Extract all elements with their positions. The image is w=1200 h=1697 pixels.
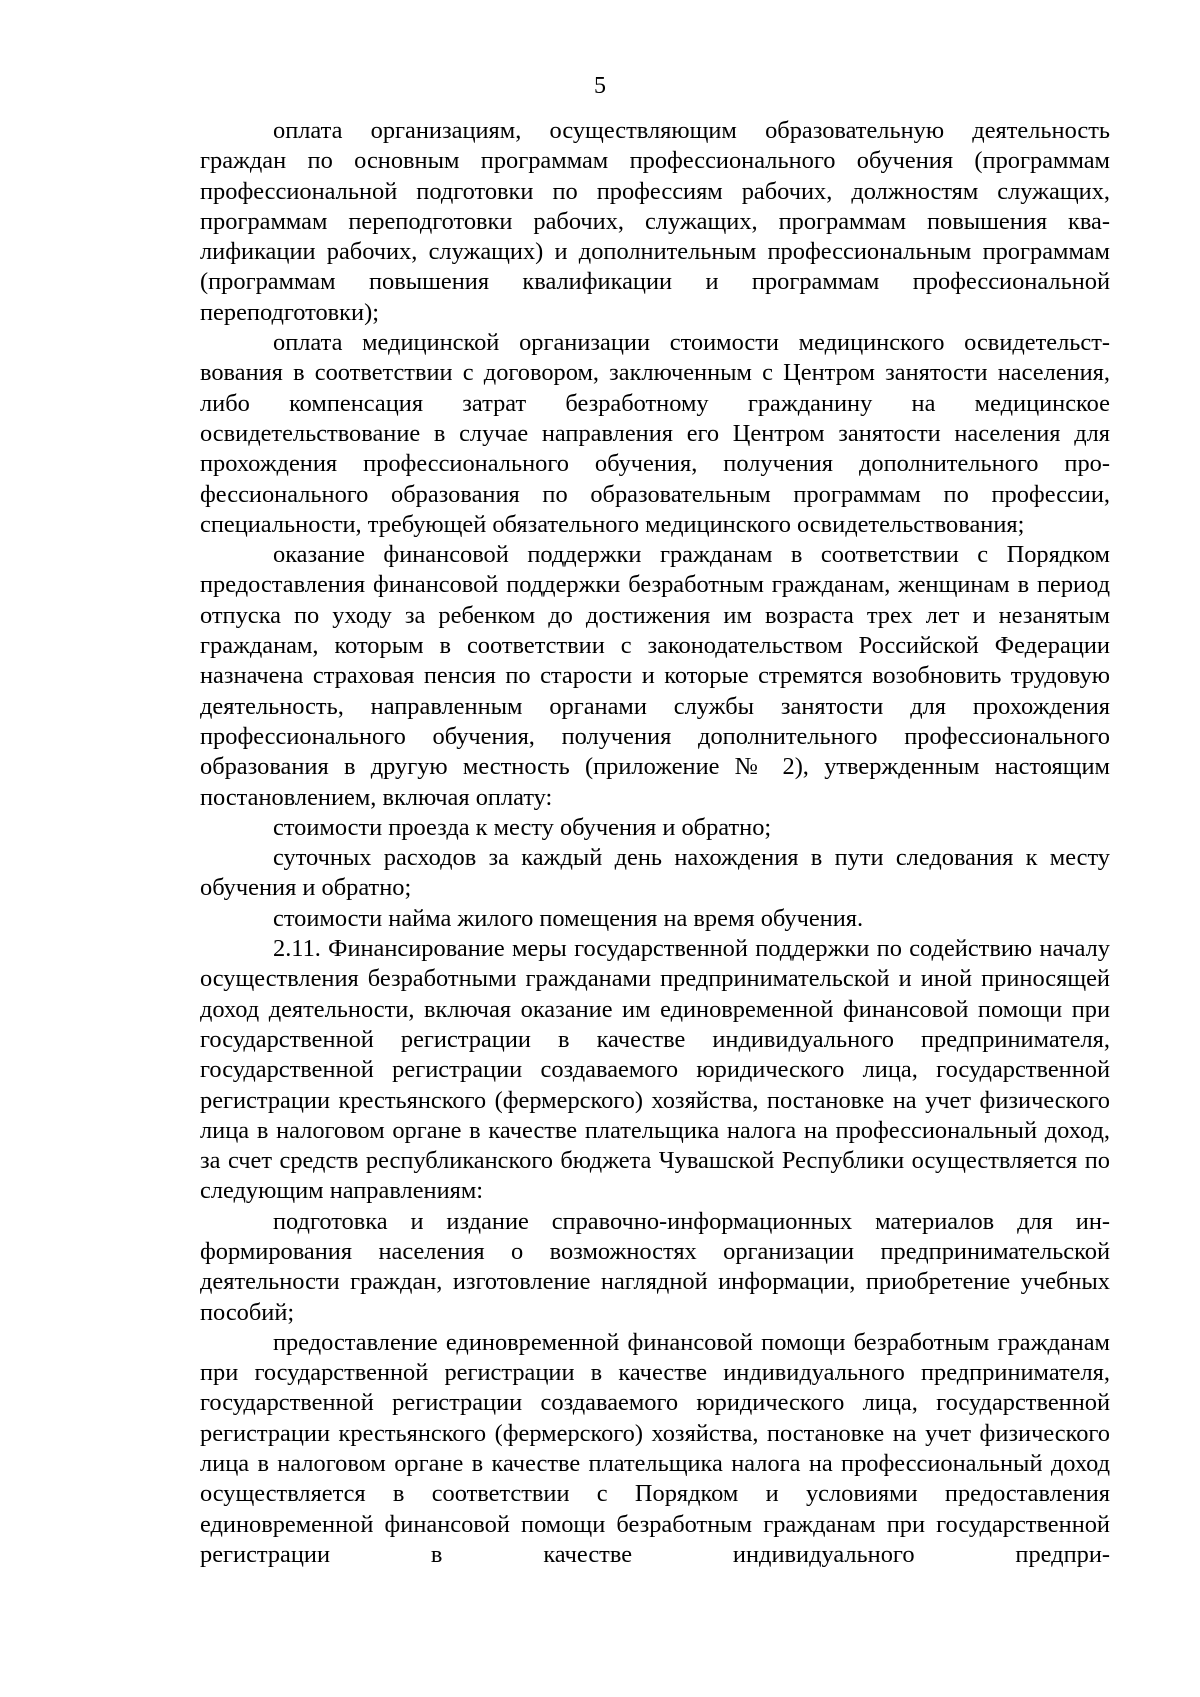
paragraph-section-2-11: 2.11. Финансирование меры государственной поддержки по содействию началу осуществления безработными гражданами предпринимательской и иной приносящей доход деятельности, включая оказание им единовременной финансовой помощи при государственной регистрации в качестве индивидуального предпринимателя, государственной регистрации создаваемого юридического лица, государственной регистрации крестьянского (фермерского) хозяйства, постановке на учет физического лица в налоговом органе в качестве плательщика налога на профессиональный доход, за счет средств республиканского бюджета Чувашской Республики осуществляется по следующим направлениям: (200, 935, 1110, 1205)
paragraph-travel-cost: стоимости проезда к месту обучения и обратно; (273, 813, 772, 841)
paragraph-housing-cost: стоимости найма жилого помещения на время обучения. (273, 904, 864, 932)
paragraph-one-time-financial-aid: предоставление единовременной финансовой помощи безработным гражданам при государственной регистрации в качестве индивидуального предпринимателя, государственной регистрации создаваемого юридического лица, государственной регистрации крестьянского (фермерского) хозяйства, постановке на учет физического лица в налоговом органе в качестве плательщика налога на профессиональный доход осуществляется в соответствии с Порядком и условиями предоставления единовременной финансовой помощи безработным гражданам при государственной регистрации в качестве индивидуального предпри- (200, 1328, 1110, 1568)
page-number: 5 (594, 73, 606, 99)
paragraph-payment-to-educational-organizations: оплата организациям, осуществляющим образовательную деятельность граждан по основным программам профессионального обучения (программам профессиональной подготовки по профессиям рабочих, должностям служащих, программам переподготовки рабочих, служащих, программам повышения квалификации рабочих, служащих) и дополнительным профессиональным программам (программам повышения квалификации и программам профессиональной переподготовки); (200, 117, 1110, 326)
paragraph-informational-materials: подготовка и издание справочно-информационных материалов для информирования населения о возможностях организации предпринимательской деятельности граждан, изготовление наглядной информации, приобретение учебных пособий; (200, 1207, 1110, 1326)
paragraph-financial-support: оказание финансовой поддержки гражданам в соответствии с Порядком предоставления финансовой поддержки безработным гражданам, женщинам в период отпуска по уходу за ребенком до достижения им возраста трех лет и незанятым гражданам, которым в соответствии с законодательством Российской Федерации назначена страховая пенсия по старости и которые стремятся возобновить трудовую деятельность, направленным органами службы занятости для прохождения профессионального обучения, получения дополнительного профессионального образования в другую местность (приложение № 2), утвержденным настоящим постановлением, включая оплату: (200, 541, 1110, 811)
paragraph-medical-examination-payment: оплата медицинской организации стоимости медицинского освидетельствования в соответствии с договором, заключенным с Центром занятости населения, либо компенсация затрат безработному гражданину на медицинское освидетельствование в случае направления его Центром занятости населения для прохождения профессионального обучения, получения дополнительного профессионального образования по образовательным программам по профессии, специальности, требующей обязательного медицинского освидетельствования; (200, 329, 1110, 538)
paragraph-daily-expenses: суточных расходов за каждый день нахождения в пути следования к месту обучения и обратно; (200, 844, 1110, 902)
document-body (200, 116, 1110, 1570)
